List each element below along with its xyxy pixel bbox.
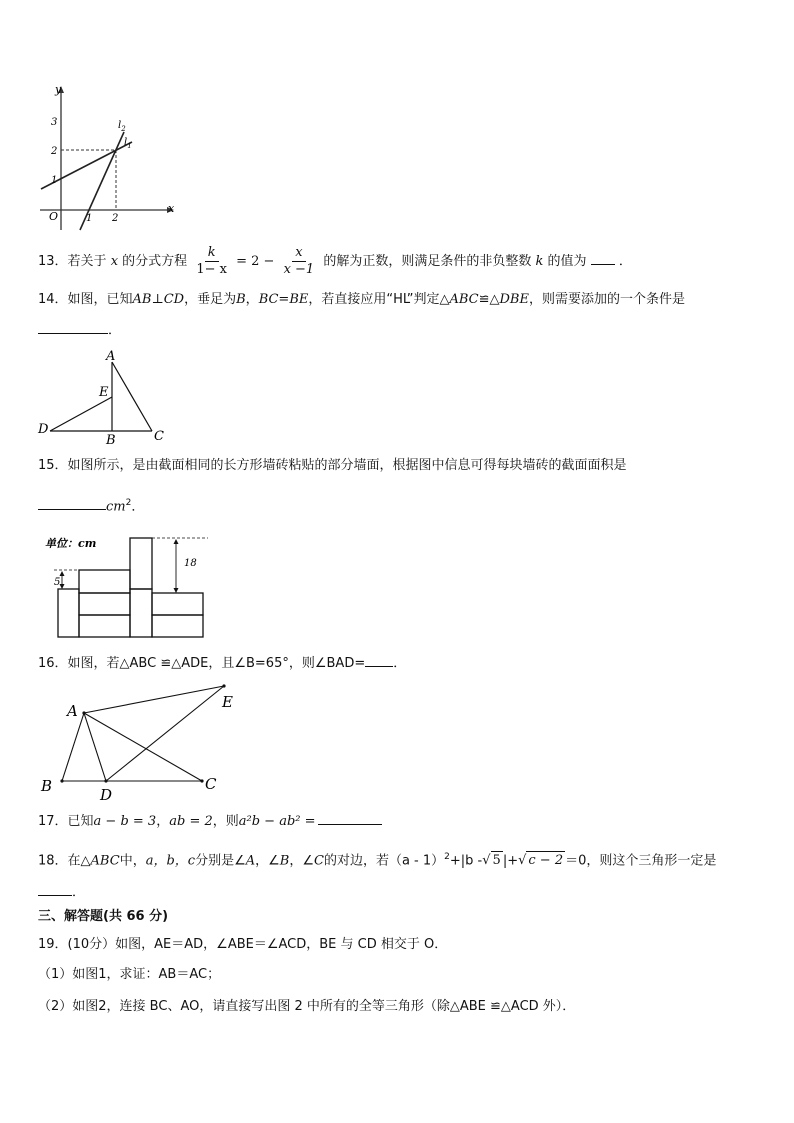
q15-wall-figure bbox=[40, 532, 220, 642]
q15-dim-18: 18 bbox=[184, 558, 197, 569]
q13-end: ． bbox=[618, 254, 632, 269]
q12-l2-label: $l_2$ bbox=[118, 120, 126, 133]
q19-line-2: （1）如图1，求证：AB＝AC； bbox=[38, 967, 221, 982]
q15-text: 15．如图所示，是由截面相同的长方形墙砖粘贴的部分墙面，根据图中信息可得每块墙砖的截面面积是 bbox=[38, 458, 627, 473]
q18-angle-b: B bbox=[279, 853, 290, 869]
question-14 bbox=[38, 291, 685, 309]
q15-unit-label: 单位：cm bbox=[45, 537, 97, 550]
q16-label-e: E bbox=[222, 693, 233, 711]
q18-t1: 中， bbox=[119, 853, 146, 869]
question-15 bbox=[38, 457, 627, 475]
q14-text-d: ，若直接应用“HL”判定△ bbox=[308, 292, 450, 307]
q15-answer-blank[interactable] bbox=[38, 509, 106, 510]
q14-end: ． bbox=[108, 323, 122, 338]
q12-tick-y2: 2 bbox=[51, 146, 58, 157]
q17-sep: ， bbox=[156, 814, 170, 829]
q12-graph-figure bbox=[36, 84, 186, 234]
q19-line-3: （2）如图2，连接 BC、AO，请直接写出图 2 中所有的全等三角形（除△ABE ≌△ACD 外）． bbox=[38, 999, 576, 1014]
q16-label-b: B bbox=[41, 777, 53, 795]
q18-sides: a，b，c bbox=[145, 853, 196, 869]
q14-label-b: B bbox=[106, 433, 116, 446]
q18-end: ． bbox=[72, 885, 86, 900]
q18-triangle-abc: ABC bbox=[90, 853, 120, 869]
q19-line-1: 19．(10分）如图，AE＝AD，∠ABE＝∠ACD，BE 与 CD 相交于 O． bbox=[38, 937, 448, 952]
q14-bc-eq-be: BC=BE bbox=[258, 292, 309, 307]
q18-t3: ，∠ bbox=[255, 853, 280, 869]
q15-unit: cm bbox=[106, 499, 126, 515]
q18-t7: |+ bbox=[502, 853, 519, 869]
q18-t8: ＝0，则这个三角形一定是 bbox=[565, 853, 717, 869]
q13-suffix-2: 的值为 bbox=[547, 254, 587, 269]
q14-triangle-figure bbox=[36, 346, 176, 446]
q16-text: 16．如图，若△ABC ≌△ADE，且∠B=65°，则∠BAD= bbox=[38, 656, 366, 671]
q14-ab-perp-cd: AB⊥CD bbox=[132, 292, 185, 307]
q13-frac1-numerator: k bbox=[205, 245, 219, 262]
question-17 bbox=[38, 813, 382, 831]
q18-sqrt5-radicand: 5 bbox=[492, 853, 501, 869]
q14-answer-blank[interactable] bbox=[38, 333, 108, 334]
q14-congruent: ≌△ bbox=[478, 292, 500, 307]
q16-label-a: A bbox=[67, 702, 78, 720]
q15-unit-sup: 2 bbox=[125, 498, 132, 508]
q17-mid: ，则 bbox=[212, 814, 239, 829]
q12-tick-y3: 3 bbox=[51, 117, 58, 128]
q16-triangles-figure bbox=[36, 678, 246, 804]
q15-dim-5: 5 bbox=[54, 577, 61, 588]
q17-prefix: 17．已知 bbox=[38, 814, 94, 829]
q17-expr: a²b − ab² = bbox=[238, 814, 316, 829]
q12-tick-y1: 1 bbox=[51, 175, 58, 186]
q16-answer-blank[interactable] bbox=[365, 666, 393, 667]
q12-origin: O bbox=[49, 210, 59, 223]
question-13 bbox=[38, 242, 632, 282]
q14-text-c: ， bbox=[245, 292, 259, 307]
q13-var-x: x bbox=[110, 254, 119, 269]
q18-sqrtc: √ c − 2 bbox=[518, 853, 564, 869]
q14-text-b: ，垂足为 bbox=[184, 292, 237, 307]
question-16 bbox=[38, 655, 406, 673]
q18-t6: +|b - bbox=[449, 853, 483, 869]
q15-end: ． bbox=[131, 499, 145, 515]
q18-prefix: 18．在△ bbox=[38, 853, 91, 869]
question-18 bbox=[38, 848, 716, 870]
q15-answer-line bbox=[38, 494, 144, 516]
q13-frac2-denominator: x −1 bbox=[283, 262, 315, 277]
q12-x-label: x bbox=[168, 202, 175, 215]
q12-tick-x1: 1 bbox=[86, 213, 93, 224]
q13-prefix: 13．若关于 bbox=[38, 254, 107, 269]
q16-end: ． bbox=[393, 656, 407, 671]
q14-triangle-dbe: DBE bbox=[499, 292, 529, 307]
q12-l1-label: $l_1$ bbox=[124, 137, 132, 150]
q12-tick-x2: 2 bbox=[112, 213, 119, 224]
q14-triangle-abc: ABC bbox=[449, 292, 479, 307]
q13-mid: 的分式方程 bbox=[122, 254, 188, 269]
q16-label-d: D bbox=[100, 786, 113, 804]
q13-equals: = 2 − bbox=[236, 254, 275, 269]
section-3-title: 三、解答题(共 66 分) bbox=[38, 909, 169, 924]
q18-t2: 分别是∠ bbox=[195, 853, 246, 869]
q14-label-c: C bbox=[154, 429, 164, 444]
q13-suffix-1: 的解为正数，则满足条件的非负整数 bbox=[323, 254, 532, 269]
q18-t4: ，∠ bbox=[289, 853, 314, 869]
q18-sqrt5: √ 5 bbox=[482, 853, 501, 869]
q14-label-d: D bbox=[38, 422, 49, 437]
q18-angle-c: C bbox=[313, 853, 324, 869]
q13-answer-blank[interactable] bbox=[591, 264, 615, 265]
q13-frac2-numerator: x bbox=[292, 245, 305, 262]
q13-fraction-1 bbox=[193, 245, 230, 278]
q16-label-c: C bbox=[205, 775, 217, 793]
q13-fraction-2 bbox=[281, 245, 318, 278]
q18-answer-line bbox=[38, 884, 85, 902]
q13-frac1-denominator: 1− x bbox=[196, 262, 227, 277]
q17-eq2: ab = 2 bbox=[169, 814, 213, 829]
q12-y-label: y bbox=[55, 84, 62, 96]
q18-angle-a: A bbox=[245, 853, 256, 869]
q14-point-b: B bbox=[236, 292, 246, 307]
q18-t5: 的对边，若（a - 1） bbox=[323, 853, 445, 869]
q18-sqrtc-radicand: c − 2 bbox=[528, 853, 564, 869]
q17-answer-blank[interactable] bbox=[318, 824, 382, 825]
q14-text-e: ，则需要添加的一个条件是 bbox=[528, 292, 685, 307]
q14-label-a: A bbox=[106, 349, 116, 364]
q13-var-k: k bbox=[535, 254, 544, 269]
q14-label-e: E bbox=[99, 385, 109, 400]
q17-eq1: a − b = 3 bbox=[93, 814, 157, 829]
q18-answer-blank[interactable] bbox=[38, 895, 72, 896]
q18-square: 2 bbox=[444, 852, 450, 862]
q14-text-a: 14．如图，已知 bbox=[38, 292, 133, 307]
q14-answer-line bbox=[38, 322, 121, 340]
